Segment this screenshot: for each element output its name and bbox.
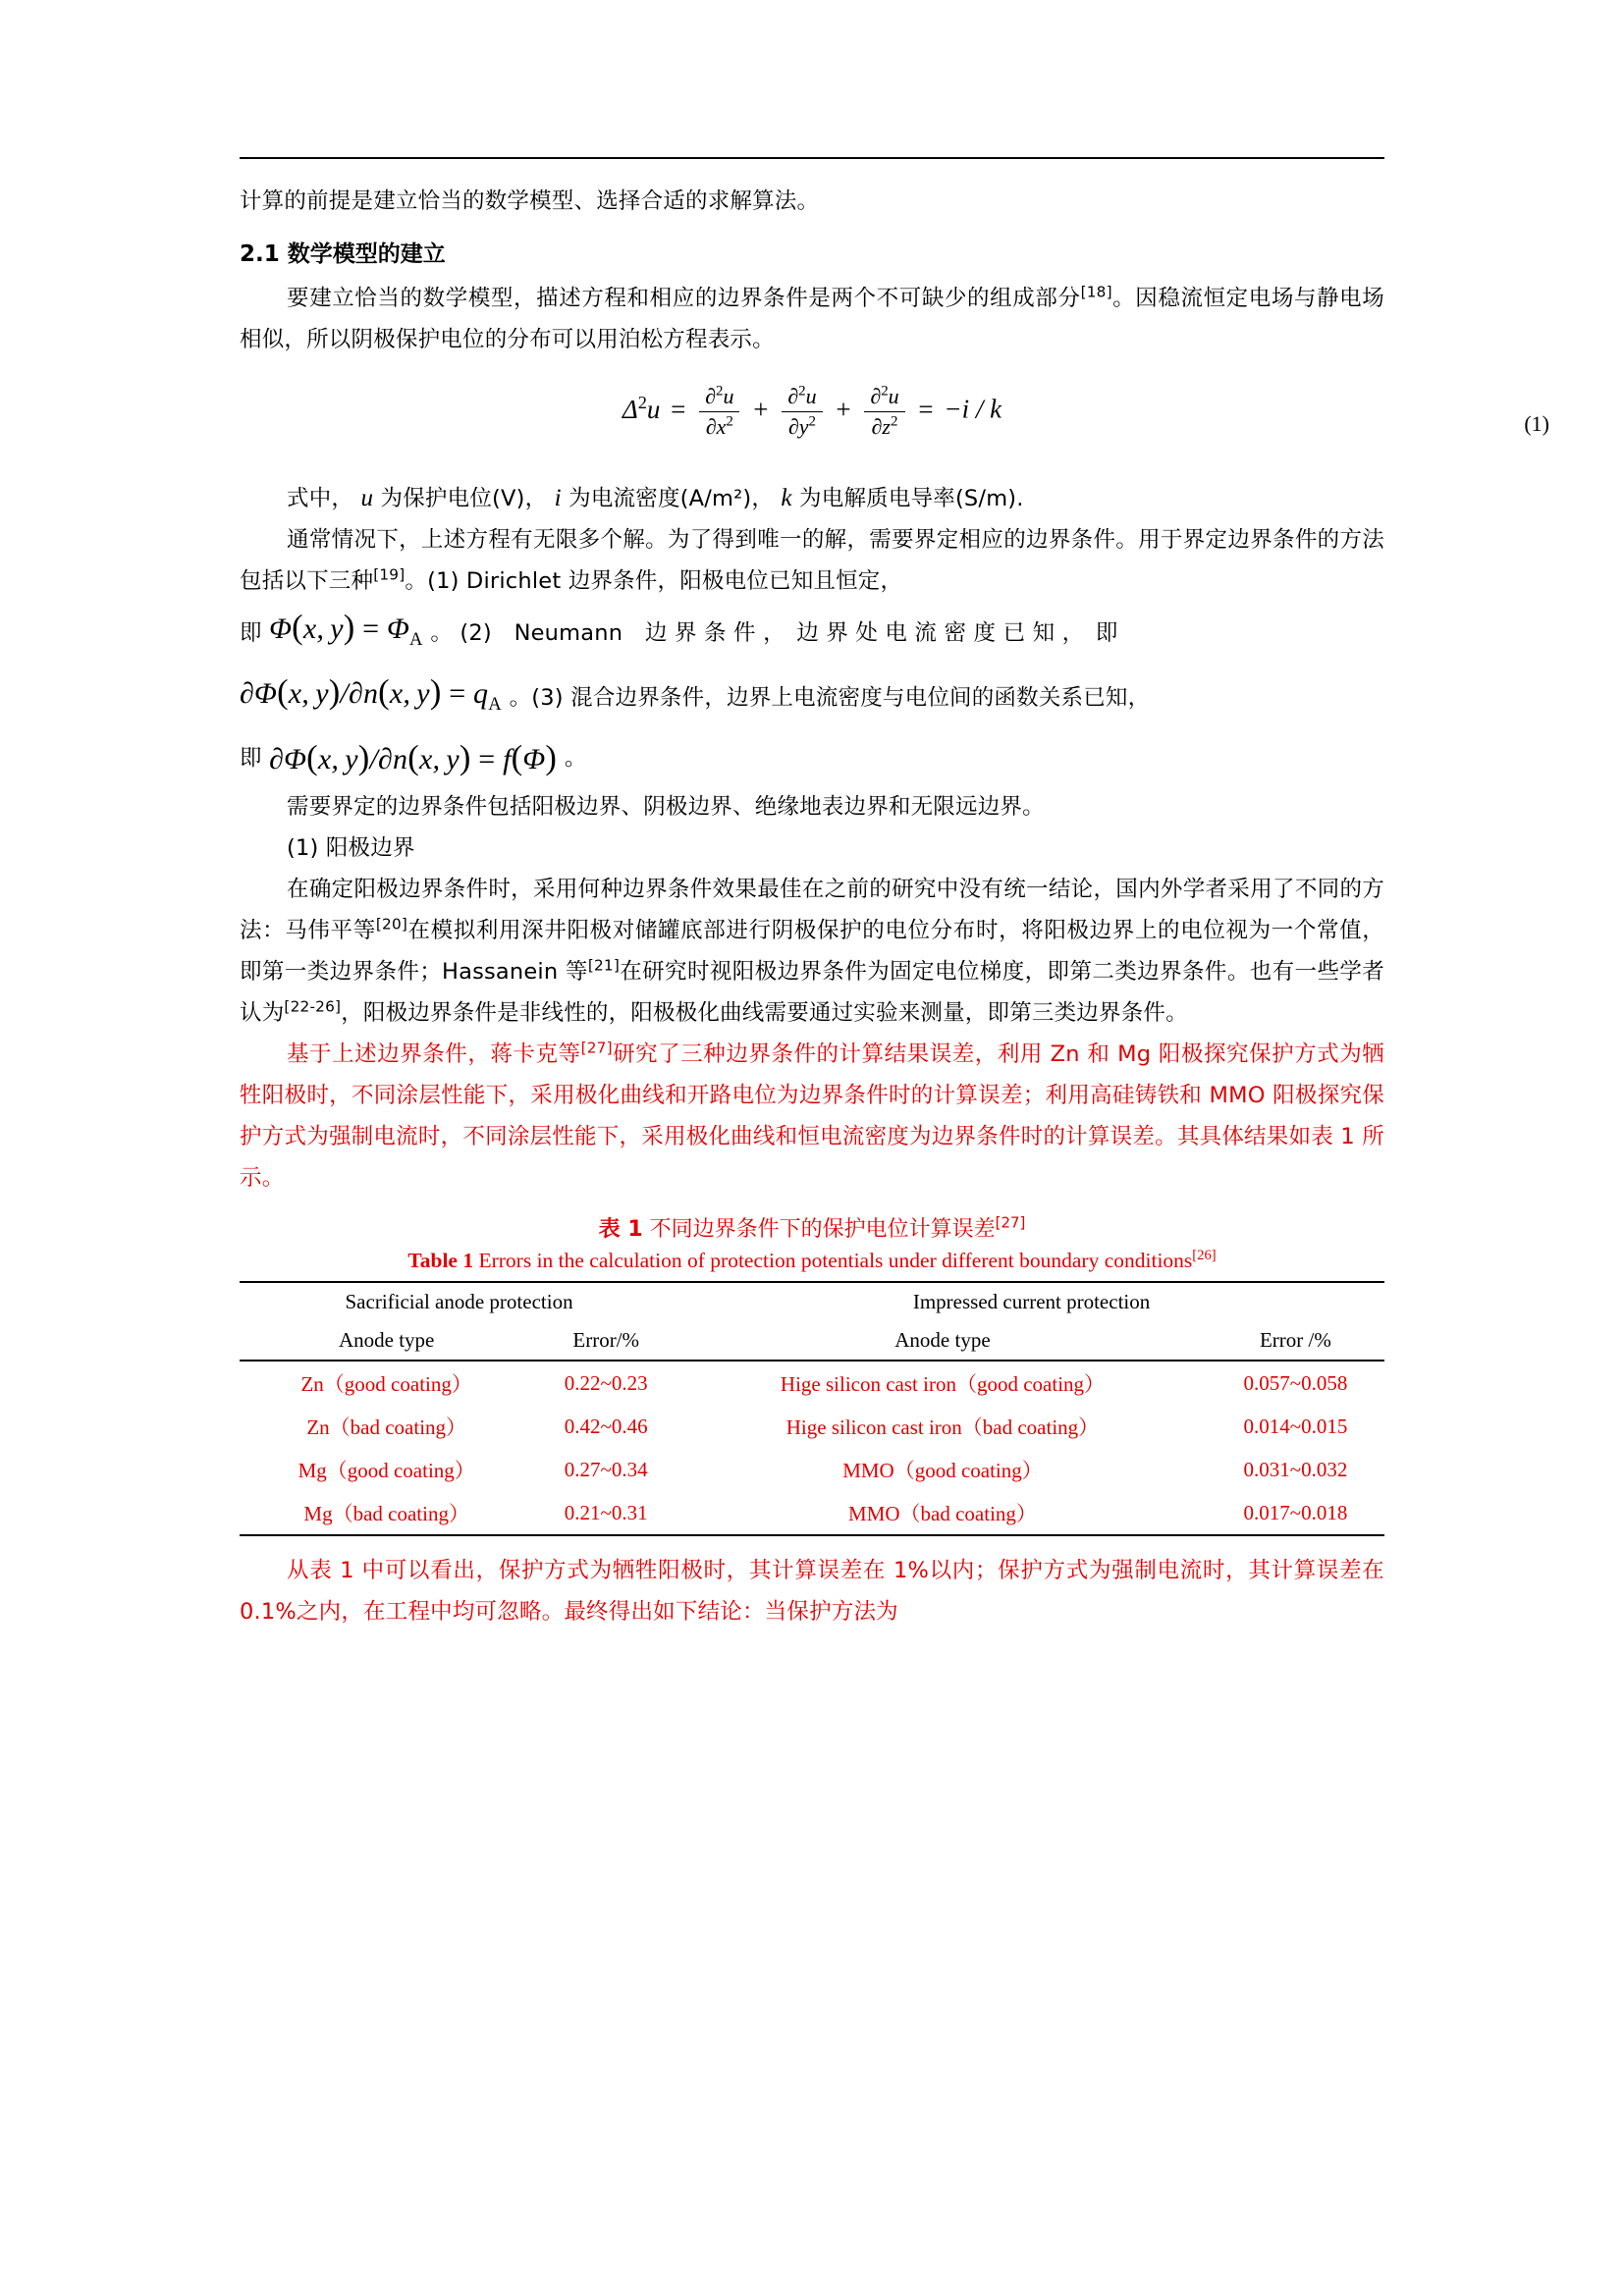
table-col-header-4: Error /% (1207, 1321, 1384, 1361)
paragraph-1 (240, 278, 1384, 360)
table-cell: Zn（bad coating） (306, 1415, 467, 1439)
paragraph-2-text-b: 。(1) Dirichlet 边界条件，阳极电位已知且恒定， (405, 568, 903, 594)
ref-22-26: [22-26] (284, 997, 342, 1016)
paragraph-5 (240, 869, 1384, 1034)
table-row (240, 1491, 1384, 1535)
table-cell: Mg（bad coating） (240, 1491, 533, 1535)
table-caption-en-text: Errors in the calculation of protection potentials under different boundary conditions (478, 1249, 1193, 1272)
table-caption-en (240, 1249, 1384, 1273)
mixed-suffix: 。 (564, 745, 587, 772)
table-col-header-3: Anode type (678, 1321, 1207, 1361)
section-heading: 2.1 数学模型的建立 (240, 241, 446, 267)
mixed-formula: ∂Φ(x, y)/∂n(x, y) = f(Φ) (269, 739, 558, 776)
eq-term-2: $\frac{\partial^2u}{\partial y^2}$ (782, 384, 822, 440)
paragraph-1-text-a: 要建立恰当的数学模型，描述方程和相应的边界条件是两个不可缺少的组成部分 (287, 286, 1081, 311)
ref-20: [20] (375, 915, 408, 934)
paragraph-5-text-c: 在研究时视阳极边界条件为固定电位梯度，即第二类边界条件。也有一些学者认为 (240, 959, 1384, 1026)
legend-i-text: 为电流密度(A/m²)， (568, 486, 775, 511)
table-cell: MMO（good coating） (842, 1459, 1043, 1482)
table-cell: Hige silicon cast iron（bad coating） (785, 1415, 1100, 1439)
equation-1-number: (1) (1524, 411, 1549, 436)
paragraph-6-text-a: 基于上述边界条件，蒋卡克等 (287, 1041, 581, 1067)
table-caption-en-label: Table 1 (407, 1249, 474, 1272)
mixed-line (240, 731, 1384, 786)
table-cell: Zn（good coating） (300, 1372, 472, 1396)
eq-rhs: −i / k (944, 394, 1002, 424)
legend-prefix: 式中， (287, 486, 354, 511)
dirichlet-formula: Φ(x, $y) = \Phi_A$ (269, 609, 423, 650)
paragraph-5-text-d: ，阳极边界条件是非线性的，阳极极化曲线需要通过实验来测量，即第三类边界条件。 (341, 1000, 1188, 1026)
eq-term-3: $\frac{\partial^2u}{\partial z^2}$ (864, 384, 904, 440)
paragraph-2-text-a: 通常情况下，上述方程有无限多个解。为了得到唯一的解，需要界定相应的边界条件。用于界定边界条件的方法包括以下三种 (240, 527, 1384, 594)
table-group-header-2: Impressed current protection (678, 1282, 1384, 1321)
paragraph-2 (240, 519, 1384, 602)
table-col-header-2: Error/% (533, 1321, 678, 1361)
table-cell: MMO（bad coating） (678, 1491, 1207, 1535)
table-caption-zh-label: 表 1 (598, 1217, 643, 1242)
eq-term-1: $\frac{\partial^2u}{\partial x^2}$ (699, 384, 739, 440)
paragraph-6 (240, 1034, 1384, 1199)
header-rule (240, 157, 1384, 159)
ref-21: [21] (587, 956, 621, 975)
table-row (240, 1448, 1384, 1491)
table-cell: Hige silicon cast iron（good coating） (780, 1372, 1106, 1396)
table-cell: 0.014~0.015 (1243, 1414, 1348, 1438)
paragraph-1-text-b: 。因稳流恒定电场与静电场相似，所以阴极保护电位的分布可以用泊松方程表示。 (240, 286, 1384, 352)
dirichlet-suffix: 。 (2) Neumann 边 界 条 件 ， 边 界 处 电 流 密 度 已 知 ， 即 (430, 620, 1118, 646)
table-group-header-row (240, 1282, 1384, 1321)
legend-u-text: 为保护电位(V)， (380, 486, 548, 511)
table-col-header-1: Anode type (240, 1321, 533, 1361)
table-cell: Mg（good coating） (298, 1459, 475, 1482)
table-cell: 0.017~0.018 (1207, 1491, 1384, 1535)
neumann-suffix: 。(3) 混合边界条件，边界上电流密度与电位间的函数关系已知， (509, 685, 1151, 711)
ref-19: [19] (373, 565, 406, 584)
table-cell: 0.27~0.34 (564, 1457, 648, 1481)
paragraph-5-text-a: 在确定阳极边界条件时，采用何种边界条件效果最佳在之前的研究中没有统一结论，国内外学者采用了不同的方法：马伟平等 (240, 877, 1384, 943)
mixed-prefix: 即 (240, 745, 262, 772)
table-caption-zh (240, 1212, 1384, 1243)
legend-symbol-u: u (360, 485, 374, 511)
paragraph-4: (1) 阳极边界 (287, 835, 415, 861)
table-caption-zh-ref: [27] (995, 1213, 1026, 1232)
neumann-formula: ∂Φ(x, y)/∂n(x, $y) = q_A$ (240, 673, 502, 715)
legend-k-text: 为电解质电导率(S/m). (799, 486, 1024, 511)
table-cell: 0.42~0.46 (564, 1414, 648, 1438)
table-row (240, 1405, 1384, 1448)
errors-table (240, 1281, 1384, 1536)
legend-symbol-i: i (554, 485, 562, 511)
page-content (240, 157, 1549, 1632)
equation-1-expression: $\Delta^2u$ = $\frac{\partial^2u}{\partial x^2}$ + $\frac{\partial^2u}{\partial y^2}$ + $\frac{\partial^2u}{\partial z^2}$ = −i / k (622, 383, 1002, 439)
intro-paragraph: 计算的前提是建立恰当的数学模型、选择合适的求解算法。 (240, 188, 820, 214)
table-caption-en-ref: [26] (1192, 1247, 1217, 1263)
dirichlet-prefix: 即 (240, 620, 262, 646)
ref-27: [27] (580, 1039, 613, 1057)
paragraph-after-table: 从表 1 中可以看出，保护方式为牺牲阳极时，其计算误差在 1%以内；保护方式为强制电流时，其计算误差在 0.1%之内，在工程中均可忽略。最终得出如下结论：当保护方法为 (240, 1558, 1384, 1625)
ref-18: [18] (1080, 283, 1112, 301)
table-caption-zh-text: 不同边界条件下的保护电位计算误差 (649, 1217, 996, 1242)
table-cell: 0.21~0.31 (533, 1491, 678, 1535)
table-column-header-row (240, 1321, 1384, 1361)
eq-lhs: $\Delta^2u$ (622, 392, 661, 424)
equation-1-block (240, 378, 1549, 462)
table-cell: 0.057~0.058 (1243, 1370, 1348, 1395)
paragraph-3: 需要界定的边界条件包括阳极边界、阴极边界、绝缘地表边界和无限远边界。 (287, 794, 1045, 820)
neumann-line (240, 666, 1384, 731)
table-cell: 0.031~0.032 (1243, 1457, 1348, 1481)
equation-legend (240, 478, 1384, 519)
table-cell: 0.22~0.23 (564, 1370, 648, 1395)
legend-symbol-k: k (781, 485, 792, 511)
equation-1 (240, 384, 1384, 440)
paragraph-6-text-b: 研究了三种边界条件的计算结果误差，利用 Zn 和 Mg 阳极探究保护方式为牺牲阳极时，不同涂层性能下，采用极化曲线和开路电位为边界条件时的计算误差；利用高硅铸铁和 MMO 阳极探究保护方式为强制电流时，不同涂层性能下，采用极化曲线和恒电流密度为边界条件时的计算误差。其具体结果如表 1 所示。 (240, 1041, 1384, 1191)
dirichlet-line (240, 602, 1384, 666)
paragraph-5-text-b: 在模拟利用深井阳极对储罐底部进行阴极保护的电位分布时，将阳极边界上的电位视为一个常值，即第一类边界条件；Hassanein 等 (240, 918, 1385, 985)
table-group-header-1: Sacrificial anode protection (240, 1282, 678, 1321)
table-row (240, 1361, 1384, 1405)
